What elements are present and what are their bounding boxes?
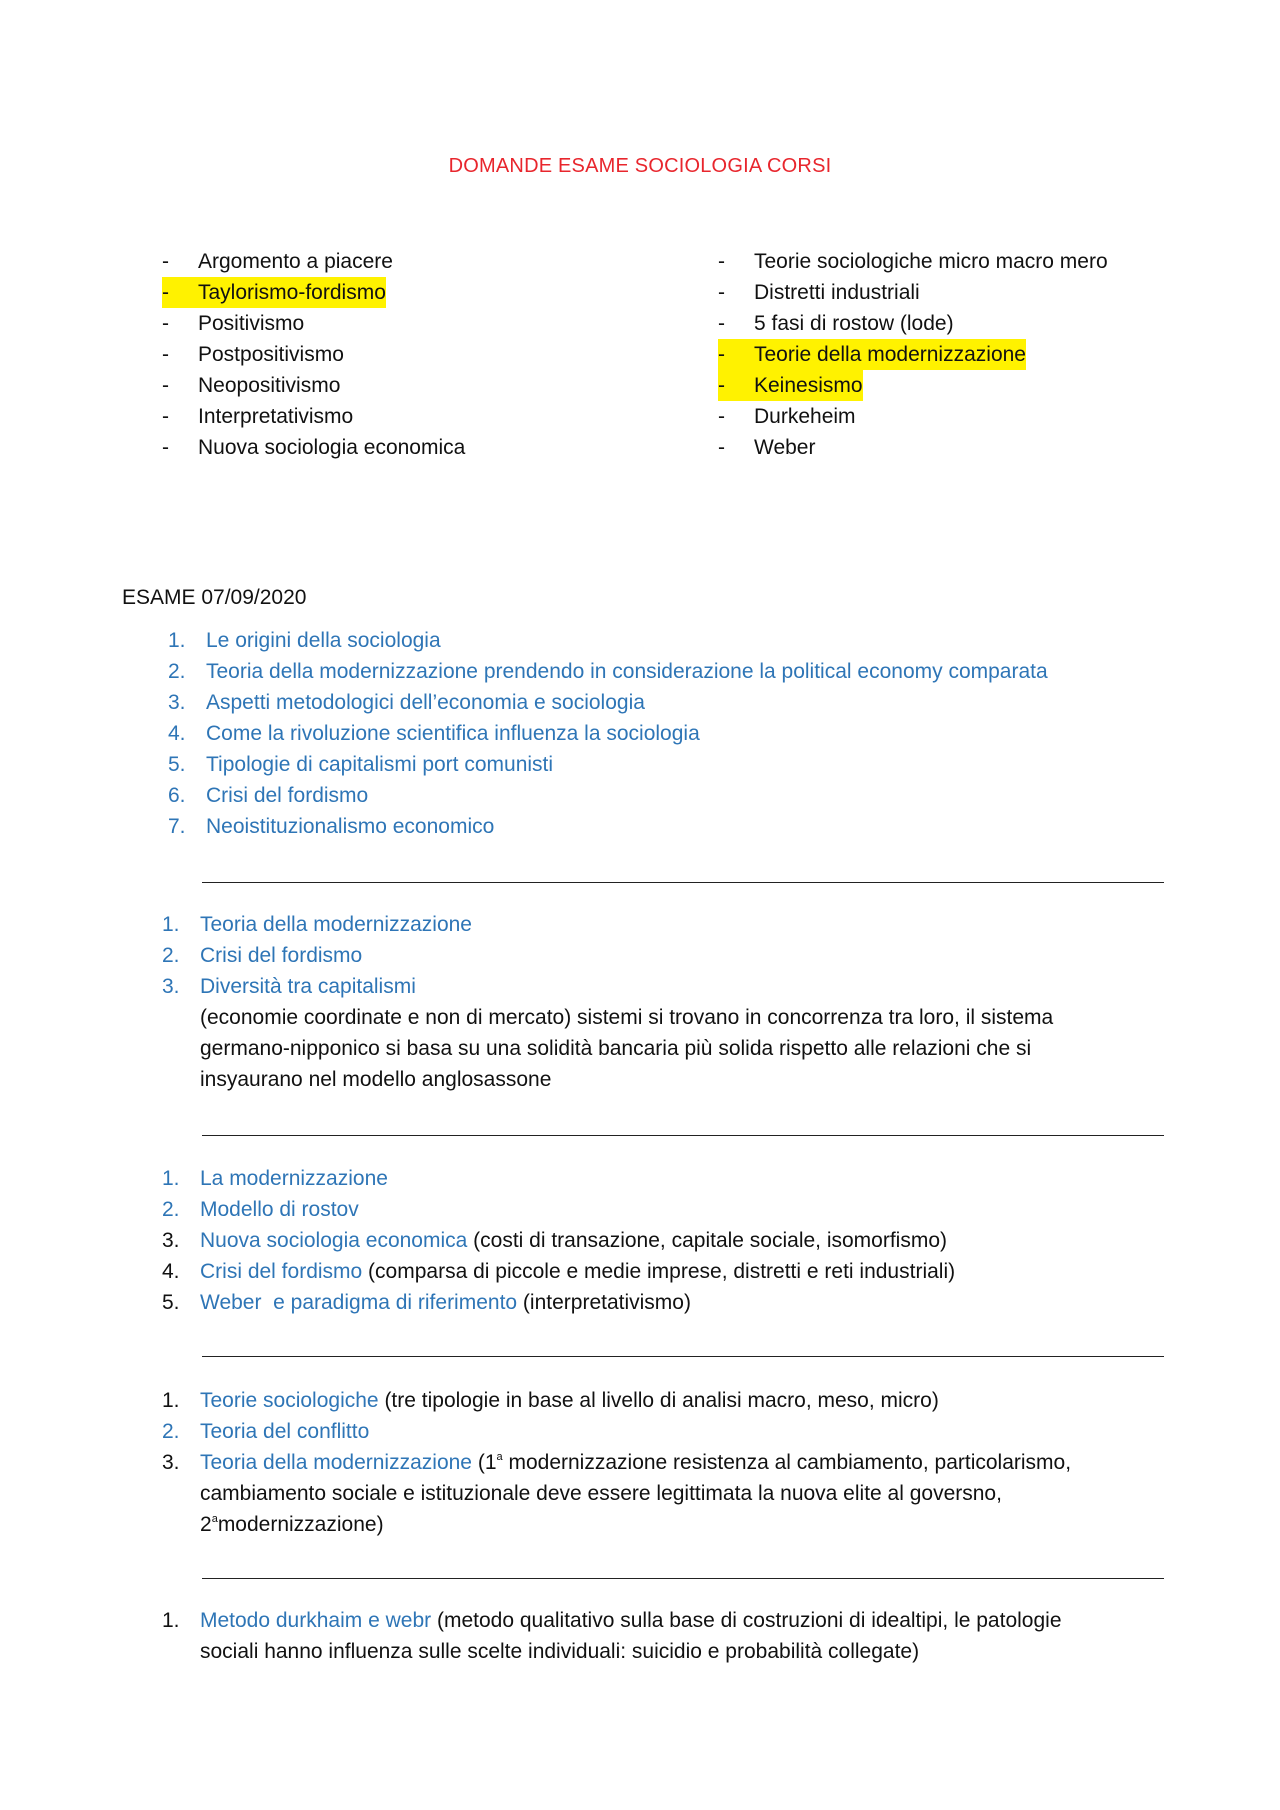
list-item: 5. Tipologie di capitalismi port comunisti <box>168 753 554 776</box>
list-item: 1. La modernizzazione <box>162 1167 388 1190</box>
section-divider <box>202 882 1164 883</box>
document-page: DOMANDE ESAME SOCIOLOGIA CORSI - Argomento a piacere - Taylorismo-fordismo - Positivismo - Postpositivismo - Neopositivismo - Interpretativismo - Nuova sociologia economica - Teorie sociologiche micro macro mero - Distretti industriali - 5 fasi di rostow (lode) - Teorie della modernizzazione - Keinesismo - Durkeheim - Weber ESAME 07/09/2020 1. Le origini della sociologia 2. Teoria della modernizzazione prendendo in considerazione la political economy comparata 3. Aspetti metodologici dell’economia e sociologia 4. Come la rivoluzione scientifica influenza la sociologia 5. Tipologie di capitalismi port comunisti 6. Crisi del fordismo 7. Neoistituzionalismo economico 1. Teoria della modernizzazione 2. Crisi del fordismo 3. Diversità tra capitalismi (economie coordinate e non di mercato) sistemi si trovano in concorrenza tra loro, il sistema germano-nipponico si basa su una solidità bancaria più solida rispetto alle relazioni che si insyaurano nel modello anglosassone 1. La modernizzazione 2. Modello di rostov 3. Nuova sociologia economica (costi di transazione, capitale sociale, isomorfismo) 4. Crisi del fordismo (comparsa di piccole e medie imprese, distretti e reti industriali) 5. Weber e paradigma di riferimento (interpretativismo) 1. Teorie sociologiche (tre tipologie in base al livello di analisi macro, meso, micro) 2. Teoria del conflitto 3. Teoria della modernizzazione (1$^a$ modernizzazione resistenza al cambiamento, particolarismo, cambiamento sociale e istituzionale deve essere legittimata la nuova elite al goversno, 2$^a$modernizzazione) 1. Metodo durkhaim e webr (metodo qualitativo sulla base di costruzioni di idealtipi, le patologie sociali hanno influenza sulle scelte individuali: suicidio e probabilità collegate) <box>0 0 1280 1810</box>
list-item: 1. Teorie sociologiche (tre tipologie in base al livello di analisi macro, meso, micro) <box>162 1389 939 1412</box>
exam-questions-list-1 <box>168 625 1048 842</box>
list-item: 3. Diversità tra capitalismi (economie coordinate e non di mercato) sistemi si trovano in concorrenza tra loro, il sistema germano-nipponico si basa su una solidità bancaria più solida rispetto alle relazioni che si insyaurano nel modello anglosassone <box>162 975 1054 1091</box>
list-item: 4. Crisi del fordismo (comparsa di piccole e medie imprese, distretti e reti industriali) <box>162 1260 956 1283</box>
exam-questions-list-4 <box>162 1385 1162 1540</box>
list-item: 2. Teoria della modernizzazione prendendo in considerazione la political economy comparata <box>168 660 1048 683</box>
list-item: 2. Crisi del fordismo <box>162 944 363 967</box>
list-item: 7. Neoistituzionalismo economico <box>168 815 495 838</box>
list-item: 3. Nuova sociologia economica (costi di transazione, capitale sociale, isomorfismo) <box>162 1229 948 1252</box>
list-item: 4. Come la rivoluzione scientifica influenza la sociologia <box>168 722 700 745</box>
section-divider <box>202 1135 1164 1136</box>
page-title: DOMANDE ESAME SOCIOLOGIA CORSI <box>448 155 832 177</box>
list-item: 2. Teoria del conflitto <box>162 1420 370 1443</box>
list-item: 5. Weber e paradigma di riferimento (interpretativismo) <box>162 1291 691 1314</box>
exam-questions-list-2 <box>162 909 1162 1095</box>
exam-date-heading: ESAME 07/09/2020 <box>122 586 307 609</box>
list-item: 3. Aspetti metodologici dell’economia e sociologia <box>168 691 645 714</box>
exam-questions-list-3 <box>162 1163 1162 1318</box>
list-item: 1. Teoria della modernizzazione <box>162 913 472 936</box>
list-item: 2. Modello di rostov <box>162 1198 359 1221</box>
list-item: 1. Le origini della sociologia <box>168 629 441 652</box>
section-divider <box>202 1356 1164 1357</box>
exam-questions-list-5 <box>162 1605 1162 1667</box>
list-item: 6. Crisi del fordismo <box>168 784 369 807</box>
list-item: 3. Teoria della modernizzazione (1$^a$ modernizzazione resistenza al cambiamento, particolarismo, cambiamento sociale e istituzionale deve essere legittimata la nuova elite al goversno, 2$^a$modernizzazione) <box>162 1451 1072 1536</box>
section-divider <box>202 1578 1164 1579</box>
list-item: 1. Metodo durkhaim e webr (metodo qualitativo sulla base di costruzioni di idealtipi, le patologie sociali hanno influenza sulle scelte individuali: suicidio e probabilità collegate) <box>162 1609 1062 1663</box>
